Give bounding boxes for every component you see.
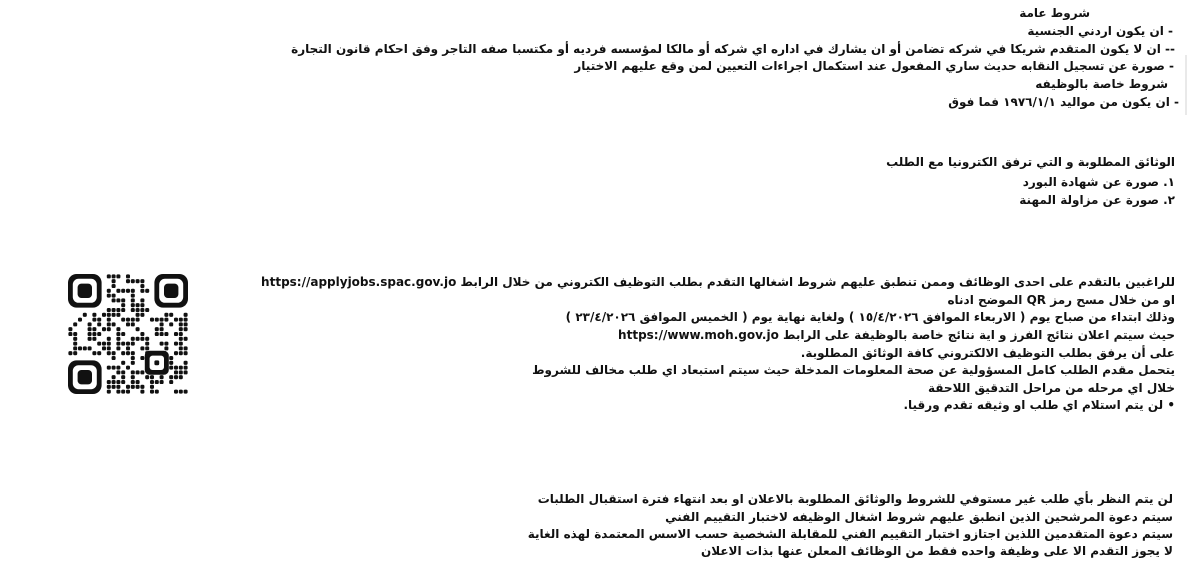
qr-module — [184, 390, 188, 394]
qr-module — [116, 274, 120, 278]
qr-module — [73, 351, 77, 355]
general-condition-item: - ان يكون اردني الجنسية — [1027, 24, 1173, 38]
qr-module — [78, 318, 82, 322]
qr-module — [121, 351, 125, 355]
qr-module — [107, 322, 111, 326]
qr-module — [92, 351, 96, 355]
qr-module — [174, 375, 178, 379]
qr-module — [174, 366, 178, 370]
qr-module — [136, 380, 140, 384]
qr-module — [150, 318, 154, 322]
qr-module — [169, 375, 173, 379]
qr-module — [179, 318, 183, 322]
qr-module — [169, 380, 173, 384]
qr-module — [136, 313, 140, 317]
qr-module — [112, 366, 116, 370]
qr-module — [160, 322, 164, 326]
qr-module — [107, 351, 111, 355]
qr-module — [97, 332, 101, 336]
qr-module — [107, 274, 111, 278]
qr-module — [116, 380, 120, 384]
qr-module — [169, 366, 173, 370]
qr-module — [83, 313, 87, 317]
qr-module — [140, 356, 144, 360]
qr-module — [145, 308, 149, 312]
qr-module — [174, 318, 178, 322]
qr-module — [92, 313, 96, 317]
qr-module — [169, 361, 173, 365]
qr-module — [155, 332, 159, 336]
qr-module — [150, 375, 154, 379]
qr-module — [136, 385, 140, 389]
qr-module — [131, 380, 135, 384]
qr-module — [131, 370, 135, 374]
qr-module — [184, 351, 188, 355]
qr-module — [140, 313, 144, 317]
general-condition-item: -- ان لا يكون المتقدم شريكا في شركه تضامن أو ان يشارك في اداره اي شركه أو مالكا لمؤسسه فرديه أو مكتسبا صفه التاجر وفق احكام قانون التجارة — [291, 42, 1175, 56]
qr-module — [131, 294, 135, 298]
qr-module — [112, 351, 116, 355]
qr-module — [160, 375, 164, 379]
qr-module — [184, 313, 188, 317]
qr-module — [131, 337, 135, 341]
qr-module — [112, 274, 116, 278]
qr-module — [121, 361, 125, 365]
qr-module — [184, 322, 188, 326]
qr-module — [112, 385, 116, 389]
qr-module — [88, 327, 92, 331]
qr-module — [88, 332, 92, 336]
document-item: ٢. صورة عن مزاولة المهنة — [1019, 193, 1175, 207]
qr-module — [88, 322, 92, 326]
qr-module — [107, 346, 111, 350]
note-line: سيتم دعوة المرشحين الذين انطبق عليهم شروط اشغال الوظيفه لاختبار التقييم الفني — [665, 510, 1173, 524]
qr-module — [112, 298, 116, 302]
special-condition-item: - ان يكون من مواليد ١٩٧٦/١/١ فما فوق — [948, 95, 1179, 109]
qr-module — [121, 332, 125, 336]
qr-module — [126, 390, 130, 394]
qr-module — [184, 346, 188, 350]
qr-module — [88, 346, 92, 350]
qr-module — [107, 308, 111, 312]
qr-module — [121, 298, 125, 302]
qr-module — [160, 380, 164, 384]
qr-module — [184, 366, 188, 370]
qr-module — [164, 313, 168, 317]
qr-module — [116, 327, 120, 331]
qr-module — [179, 342, 183, 346]
qr-module — [116, 370, 120, 374]
qr-module — [131, 385, 135, 389]
qr-module — [88, 337, 92, 341]
qr-module — [155, 318, 159, 322]
qr-module — [121, 318, 125, 322]
qr-module — [184, 361, 188, 365]
qr-module — [131, 375, 135, 379]
qr-module — [121, 342, 125, 346]
qr-module — [160, 327, 164, 331]
qr-module — [140, 390, 144, 394]
qr-module — [112, 308, 116, 312]
qr-module — [136, 327, 140, 331]
qr-module — [179, 390, 183, 394]
qr-module — [126, 385, 130, 389]
qr-module — [121, 375, 125, 379]
qr-module — [121, 370, 125, 374]
qr-module — [140, 303, 144, 307]
qr-module — [107, 327, 111, 331]
qr-module — [136, 318, 140, 322]
qr-module — [155, 390, 159, 394]
note-line: سيتم دعوة المتقدمين اللذين اجتازو اختبار التقييم الفني للمقابلة الشخصية حسب الاسس المعتمدة لهذه الغاية — [527, 527, 1173, 541]
qr-module — [116, 337, 120, 341]
qr-module — [92, 318, 96, 322]
general-condition-item: - صورة عن تسجيل النقابه حديث ساري المفعول عند استكمال اجراءات التعيين لمن وقع عليهم الاختيار — [574, 59, 1174, 73]
qr-module — [140, 308, 144, 312]
qr-module — [140, 370, 144, 374]
qr-module — [112, 380, 116, 384]
qr-module — [116, 390, 120, 394]
qr-module — [116, 313, 120, 317]
qr-module — [92, 332, 96, 336]
qr-module — [102, 313, 106, 317]
qr-module — [145, 337, 149, 341]
qr-module — [164, 346, 168, 350]
qr-module — [73, 322, 77, 326]
qr-module — [140, 289, 144, 293]
application-line: وذلك ابتداء من صباح يوم ( الاربعاء الموافق ١٥/٤/٢٠٢٦ ) ولغاية نهاية يوم ( الخميس الموافق ٢٣/٤/٢٠٢٦ ) — [565, 310, 1175, 324]
qr-module — [169, 313, 173, 317]
qr-module — [121, 308, 125, 312]
qr-module — [107, 390, 111, 394]
qr-module — [184, 337, 188, 341]
qr-module — [116, 289, 120, 293]
qr-module — [179, 327, 183, 331]
application-line: • لن يتم استلام اي طلب او وثيقه تقدم ورقيا. — [903, 398, 1175, 412]
qr-module — [107, 385, 111, 389]
qr-module — [160, 342, 164, 346]
qr-module — [145, 342, 149, 346]
qr-module — [136, 370, 140, 374]
qr-module — [131, 298, 135, 302]
qr-module — [140, 346, 144, 350]
qr-module — [73, 332, 77, 336]
qr-module — [131, 356, 135, 360]
qr-module — [92, 327, 96, 331]
qr-module — [121, 390, 125, 394]
qr-module — [160, 332, 164, 336]
qr-module — [169, 322, 173, 326]
qr-module — [140, 385, 144, 389]
qr-module — [97, 351, 101, 355]
qr-module — [184, 327, 188, 331]
note-line: لا يجوز التقدم الا على وظيفة واحده فقط من الوظائف المعلن عنها بذات الاعلان — [701, 544, 1173, 558]
qr-module — [126, 351, 130, 355]
qr-module — [140, 298, 144, 302]
page-edge-rule — [1185, 55, 1187, 115]
qr-module — [126, 366, 130, 370]
qr-module — [102, 342, 106, 346]
qr-module — [136, 337, 140, 341]
qr-module — [140, 284, 144, 288]
document-item: ١. صورة عن شهادة البورد — [1022, 175, 1175, 189]
qr-module — [131, 279, 135, 283]
note-line: لن يتم النظر بأي طلب غير مستوفي للشروط والوثائق المطلوبة بالاعلان او بعد انتهاء فترة استقبال الطلبات — [537, 492, 1173, 506]
qr-module — [107, 337, 111, 341]
qr-module — [164, 318, 168, 322]
qr-module — [169, 356, 173, 360]
qr-module — [68, 351, 72, 355]
application-line: حيث سيتم اعلان نتائج الفرز و اية نتائج خاصة بالوظيفة على الرابط https://www.moh.gov.jo — [618, 328, 1175, 342]
qr-module — [160, 318, 164, 322]
qr-module — [131, 303, 135, 307]
qr-module — [92, 337, 96, 341]
qr-module — [116, 298, 120, 302]
qr-module — [126, 274, 130, 278]
qr-module — [145, 346, 149, 350]
qr-module — [179, 337, 183, 341]
qr-module — [131, 342, 135, 346]
qr-module — [155, 327, 159, 331]
qr-module — [131, 361, 135, 365]
qr-module — [112, 356, 116, 360]
qr-module — [116, 308, 120, 312]
qr-module — [136, 308, 140, 312]
qr-module — [174, 390, 178, 394]
qr-module — [116, 332, 120, 336]
qr-module — [179, 346, 183, 350]
qr-module — [112, 284, 116, 288]
qr-module — [140, 337, 144, 341]
qr-module — [155, 380, 159, 384]
qr-module — [107, 366, 111, 370]
application-line: او من خلال مسح رمز QR الموضح ادناه — [947, 293, 1175, 307]
qr-module — [150, 390, 154, 394]
qr-module — [131, 318, 135, 322]
qr-module — [102, 346, 106, 350]
qr-module — [126, 346, 130, 350]
qr-module — [126, 289, 130, 293]
qr-module — [126, 342, 130, 346]
application-line: يتحمل مقدم الطلب كامل المسؤولية عن صحة المعلومات المدخلة حيث سيتم استبعاد اي طلب مخالف للشروط — [532, 363, 1175, 377]
qr-module — [150, 385, 154, 389]
qr-module — [179, 370, 183, 374]
qr-module — [116, 346, 120, 350]
qr-module — [140, 279, 144, 283]
qr-module — [140, 332, 144, 336]
qr-module — [174, 332, 178, 336]
qr-module — [150, 380, 154, 384]
special-conditions-title: شروط خاصة بالوظيفه — [1035, 77, 1168, 91]
qr-module — [179, 351, 183, 355]
application-line: على أن يرفق بطلب التوظيف الالكتروني كافة الوثائق المطلوبة. — [800, 346, 1175, 360]
qr-module — [184, 370, 188, 374]
qr-module — [73, 346, 77, 350]
qr-module — [97, 322, 101, 326]
application-line: للراغبين بالتقدم على احدى الوظائف وممن تنطبق عليهم شروط اشغالها التقدم بطلب التوظيف الكتروني من خلال الرابط https://applyjobs.spac.gov.jo — [261, 275, 1175, 289]
qr-module — [145, 289, 149, 293]
qr-module — [116, 385, 120, 389]
qr-module — [126, 318, 130, 322]
qr-module — [107, 342, 111, 346]
qr-module — [116, 366, 120, 370]
qr-module — [112, 322, 116, 326]
qr-module — [131, 308, 135, 312]
qr-module — [112, 313, 116, 317]
qr-module — [112, 294, 116, 298]
qr-module — [78, 346, 82, 350]
qr-module — [73, 337, 77, 341]
qr-module — [121, 303, 125, 307]
qr-module — [126, 322, 130, 326]
qr-module — [136, 279, 140, 283]
qr-module — [97, 318, 101, 322]
qr-module — [68, 332, 72, 336]
qr-module — [68, 327, 72, 331]
qr-module — [107, 313, 111, 317]
qr-module — [174, 351, 178, 355]
qr-module — [131, 289, 135, 293]
qr-module — [112, 375, 116, 379]
qr-module — [164, 342, 168, 346]
qr-module — [102, 327, 106, 331]
qr-module — [73, 342, 77, 346]
qr-module — [145, 375, 149, 379]
qr-module — [184, 318, 188, 322]
qr-module — [174, 370, 178, 374]
qr-code-icon[interactable] — [68, 274, 188, 394]
qr-module — [179, 375, 183, 379]
qr-module — [97, 342, 101, 346]
qr-module — [179, 366, 183, 370]
qr-module — [126, 279, 130, 283]
qr-module — [107, 380, 111, 384]
qr-module — [121, 289, 125, 293]
qr-module — [164, 332, 168, 336]
qr-module — [131, 322, 135, 326]
qr-module — [131, 351, 135, 355]
application-line: خلال اي مرحله من مراحل التدقيق اللاحقة — [928, 381, 1175, 395]
qr-module — [174, 342, 178, 346]
documents-title: الوثائق المطلوبة و التي ترفق الكترونيا مع الطلب — [886, 155, 1175, 169]
qr-module — [112, 279, 116, 283]
qr-module — [107, 318, 111, 322]
qr-module — [116, 342, 120, 346]
general-conditions-title: شروط عامة — [1019, 6, 1090, 20]
qr-module — [121, 380, 125, 384]
qr-module — [107, 294, 111, 298]
qr-module — [136, 303, 140, 307]
qr-module — [83, 346, 87, 350]
qr-module — [107, 289, 111, 293]
qr-module — [179, 322, 183, 326]
qr-module — [179, 332, 183, 336]
